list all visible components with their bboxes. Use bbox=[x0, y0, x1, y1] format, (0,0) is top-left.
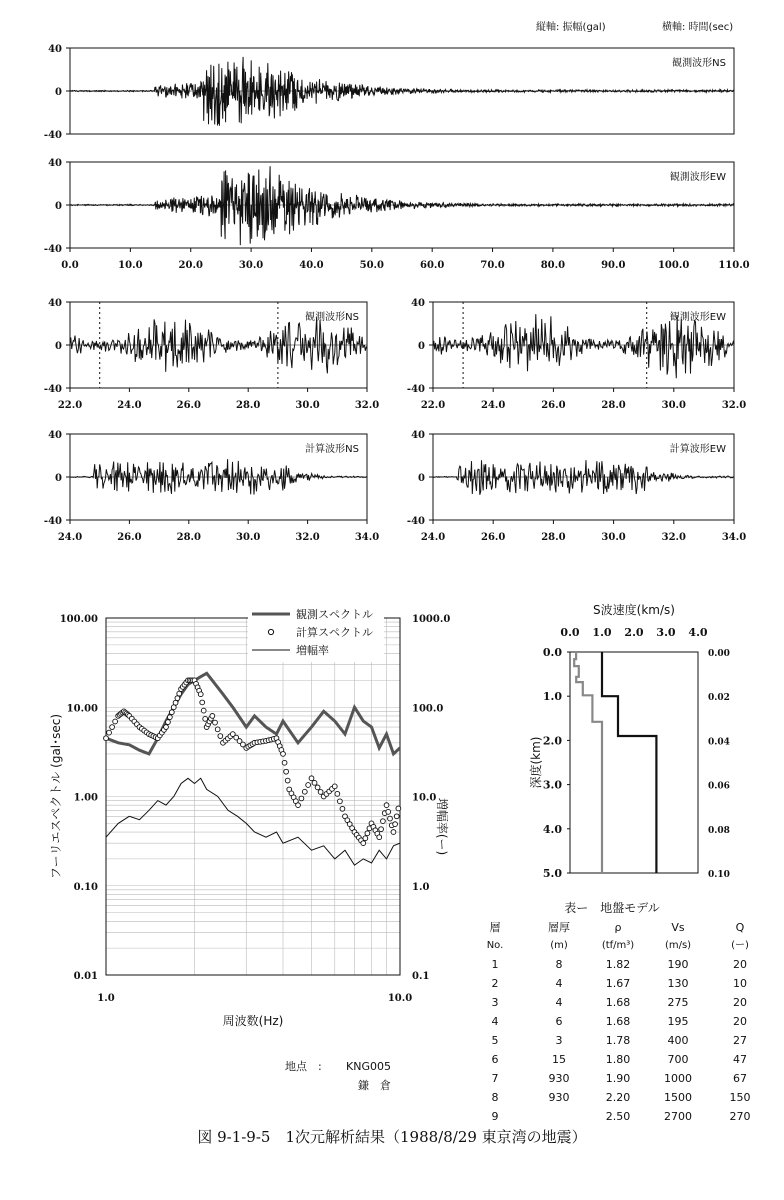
x-tick-label: 30.0 bbox=[238, 260, 264, 271]
y-tick-label: 10.00 bbox=[66, 703, 98, 715]
table-title: 表ー 地盤モデル bbox=[564, 901, 660, 915]
series-label: 計算波形EW bbox=[669, 444, 726, 455]
table-cell: 3 bbox=[491, 996, 499, 1009]
table-cell: 67 bbox=[733, 1072, 747, 1085]
y-tick-label: -40 bbox=[406, 384, 425, 395]
x-tick-label: 4.0 bbox=[688, 626, 708, 639]
table-header: Q bbox=[735, 921, 745, 934]
series-calculated-point bbox=[281, 752, 286, 757]
table-cell: 1 bbox=[491, 958, 499, 971]
table-cell: 1.78 bbox=[605, 1034, 631, 1047]
x-tick-label: 80.0 bbox=[540, 260, 566, 271]
x-tick-label: 60.0 bbox=[420, 260, 445, 271]
chart-vs-profile bbox=[528, 602, 730, 880]
y-tick-label: -40 bbox=[43, 384, 62, 395]
x-tick-label: 28.0 bbox=[541, 532, 566, 543]
y-tick-label: 2.0 bbox=[542, 734, 562, 748]
series-calculated-point bbox=[210, 713, 215, 718]
table-cell: 1.67 bbox=[605, 977, 631, 990]
series-calculated-point bbox=[166, 720, 171, 725]
table-header: 層 bbox=[489, 921, 501, 934]
profile-line-Vs bbox=[602, 652, 656, 873]
x-tick-label: 34.0 bbox=[721, 532, 747, 543]
y-tick-label: 5.0 bbox=[542, 867, 562, 880]
y-tick-label: 40 bbox=[411, 298, 425, 309]
y2-tick-label: 0.04 bbox=[708, 737, 730, 748]
table-cell: 275 bbox=[667, 996, 689, 1009]
table-cell: 5 bbox=[491, 1034, 499, 1047]
x-tick-label: 50.0 bbox=[359, 260, 384, 271]
y2-tick-label: 0.06 bbox=[708, 781, 730, 792]
y2-tick-label: 0.02 bbox=[708, 693, 730, 704]
y2-tick-label: 1.0 bbox=[412, 881, 430, 893]
plot-frame bbox=[570, 652, 698, 873]
series-calculated-point bbox=[169, 710, 174, 715]
ground-model-table bbox=[487, 900, 751, 1123]
series-calculated-point bbox=[171, 705, 176, 710]
y-tick-label: 100.00 bbox=[59, 614, 98, 625]
chart-full_ew bbox=[44, 158, 750, 271]
table-cell: 8 bbox=[491, 1091, 499, 1104]
table-cell: 930 bbox=[548, 1072, 570, 1085]
table-unit: (tf/m³) bbox=[601, 940, 635, 951]
table-cell: 270 bbox=[729, 1110, 751, 1123]
location-name: 鎌 倉 bbox=[358, 1079, 391, 1092]
y-tick-label: 40 bbox=[48, 158, 62, 169]
series-calculated-point bbox=[218, 734, 223, 739]
series-calculated-point bbox=[306, 783, 311, 788]
location-code: KNG005 bbox=[346, 1060, 391, 1073]
waveform-trace bbox=[433, 460, 734, 495]
x-tick-label: 26.0 bbox=[541, 400, 566, 411]
series-calculated-point bbox=[312, 780, 317, 785]
x-tick-label: 100.0 bbox=[657, 260, 690, 271]
series-amplification bbox=[106, 778, 400, 865]
series-calculated-point bbox=[363, 836, 368, 841]
table-cell: 1500 bbox=[664, 1091, 692, 1104]
table-cell: 150 bbox=[729, 1091, 751, 1104]
series-calculated-point bbox=[198, 692, 203, 697]
series-calculated-point bbox=[285, 778, 290, 783]
series-calculated-point bbox=[201, 708, 206, 713]
table-header: 層厚 bbox=[548, 921, 570, 934]
y2-tick-label: 1000.0 bbox=[412, 614, 451, 625]
series-calculated-point bbox=[337, 799, 342, 804]
table-cell: 10 bbox=[733, 977, 747, 990]
x-tick-label: 0.0 bbox=[61, 260, 79, 271]
y-tick-label: -40 bbox=[43, 516, 62, 527]
profile-line-shallow bbox=[574, 652, 602, 873]
x-tick-label: 24.0 bbox=[57, 532, 83, 543]
series-calculated-point bbox=[388, 816, 393, 821]
series-calculated-point bbox=[104, 736, 109, 741]
x-tick-label: 30.0 bbox=[661, 400, 686, 411]
legend-label-observed: 観測スペクトル bbox=[296, 608, 373, 621]
series-calculated-point bbox=[282, 760, 287, 765]
table-cell: 9 bbox=[491, 1110, 499, 1123]
table-cell: 6 bbox=[555, 1015, 563, 1028]
waveform-trace bbox=[70, 57, 734, 126]
chart-zoom_obs_ns bbox=[44, 298, 379, 411]
series-label: 観測波形NS bbox=[305, 312, 359, 323]
y-tick-label: 0 bbox=[55, 87, 62, 98]
x-tick-label: 3.0 bbox=[656, 626, 676, 639]
x-tick-label: 28.0 bbox=[236, 400, 261, 411]
series-calculated-point bbox=[107, 730, 112, 735]
header-horizontal-axis: 横軸: 時間(sec) bbox=[662, 22, 734, 33]
series-calculated-point bbox=[393, 822, 398, 827]
table-header: Vs bbox=[671, 921, 685, 934]
y-tick-label: 0.0 bbox=[542, 646, 562, 659]
table-cell: 1.68 bbox=[605, 996, 631, 1009]
x-tick-label: 34.0 bbox=[354, 532, 380, 543]
profile-title: S波速度(km/s) bbox=[593, 603, 675, 617]
x-tick-label: 32.0 bbox=[721, 400, 747, 411]
series-calculated-point bbox=[396, 806, 401, 811]
series-calculated-point bbox=[318, 790, 323, 795]
series-calculated-point bbox=[386, 809, 391, 814]
series-calculated-point bbox=[340, 806, 345, 811]
series-calculated-point bbox=[200, 700, 205, 705]
table-cell: 400 bbox=[667, 1034, 689, 1047]
x-tick-label: 22.0 bbox=[57, 400, 83, 411]
table-cell: 1.90 bbox=[605, 1072, 631, 1085]
legend bbox=[248, 606, 384, 662]
table-cell: 2700 bbox=[664, 1110, 692, 1123]
series-calculated-point bbox=[113, 719, 118, 724]
y-tick-label: 4.0 bbox=[542, 822, 562, 836]
table-cell: 20 bbox=[733, 996, 747, 1009]
series-label: 計算波形NS bbox=[305, 444, 359, 455]
table-cell: 27 bbox=[733, 1034, 747, 1047]
series-calculated-point bbox=[173, 700, 178, 705]
x-tick-label: 10.0 bbox=[118, 260, 143, 271]
x-tick-label: 2.0 bbox=[624, 626, 644, 639]
x-tick-label: 32.0 bbox=[661, 532, 686, 543]
x-tick-label: 24.0 bbox=[420, 532, 446, 543]
table-cell: 2 bbox=[491, 977, 499, 990]
y-tick-label: 0 bbox=[55, 201, 62, 212]
series-calculated-point bbox=[175, 696, 180, 701]
y-tick-label: -40 bbox=[406, 516, 425, 527]
y-tick-label: 1.00 bbox=[73, 792, 98, 804]
table-cell: 3 bbox=[555, 1034, 563, 1047]
table-header: ρ bbox=[614, 921, 622, 934]
series-calculated-point bbox=[384, 803, 389, 808]
x-tick-label: 90.0 bbox=[601, 260, 626, 271]
table-cell: 15 bbox=[552, 1053, 566, 1066]
x-tick-label: 26.0 bbox=[481, 532, 506, 543]
legend-swatch-calculated bbox=[268, 629, 273, 634]
header-vertical-axis: 縦軸: 振幅(gal) bbox=[536, 22, 606, 33]
series-calculated-point bbox=[391, 830, 396, 835]
table-unit: (m/s) bbox=[664, 940, 692, 951]
x-tick-label: 28.0 bbox=[601, 400, 626, 411]
chart-calc_ns bbox=[44, 430, 379, 543]
series-label: 観測波形NS bbox=[672, 58, 726, 69]
series-calculated-point bbox=[309, 776, 314, 781]
series-calculated-point bbox=[365, 831, 370, 836]
series-label: 観測波形EW bbox=[669, 312, 726, 323]
table-cell: 2.20 bbox=[605, 1091, 631, 1104]
y-tick-label: 40 bbox=[48, 430, 62, 441]
chart-calc_ew bbox=[407, 430, 746, 543]
y2-tick-label: 10.0 bbox=[412, 792, 437, 804]
y-tick-label: 1.0 bbox=[542, 690, 562, 704]
x-axis-label: 周波数(Hz) bbox=[222, 1014, 284, 1028]
y-tick-label: 40 bbox=[48, 298, 62, 309]
table-unit: (m) bbox=[550, 940, 568, 951]
table-cell: 1000 bbox=[664, 1072, 692, 1085]
figure-caption: 図 9-1-9-5 1次元解析結果（1988/8/29 東京湾の地震） bbox=[197, 1128, 587, 1146]
series-calculated-point bbox=[302, 789, 307, 794]
table-cell: 1.82 bbox=[605, 958, 631, 971]
x-tick-label: 0.0 bbox=[560, 626, 580, 639]
x-tick-label: 32.0 bbox=[295, 532, 320, 543]
x-tick-label: 40.0 bbox=[299, 260, 324, 271]
x-tick-label: 20.0 bbox=[178, 260, 203, 271]
table-cell: 6 bbox=[491, 1053, 499, 1066]
x-tick-label: 1.0 bbox=[592, 626, 612, 639]
series-calculated-point bbox=[215, 727, 220, 732]
table-cell: 1.80 bbox=[605, 1053, 631, 1066]
x-tick-label: 70.0 bbox=[480, 260, 505, 271]
chart-zoom_obs_ew bbox=[407, 298, 746, 411]
series-calculated-point bbox=[284, 769, 289, 774]
series-calculated-point bbox=[335, 791, 340, 796]
table-cell: 20 bbox=[733, 1015, 747, 1028]
x-tick-label: 30.0 bbox=[295, 400, 320, 411]
y-tick-label: 0 bbox=[418, 341, 425, 352]
legend-label-amplification: 増幅率 bbox=[296, 644, 329, 657]
x-tick-label: 32.0 bbox=[354, 400, 380, 411]
x-tick-label: 30.0 bbox=[601, 532, 626, 543]
series-calculated-point bbox=[110, 725, 115, 730]
x-tick-label: 1.0 bbox=[97, 993, 115, 1004]
table-cell: 4 bbox=[555, 996, 563, 1009]
y-tick-label: 0 bbox=[418, 473, 425, 484]
y2-tick-label: 0.08 bbox=[708, 825, 730, 836]
y-axis-label: フーリエスペクトル (gal･sec) bbox=[49, 713, 63, 880]
y2-tick-label: 0.00 bbox=[708, 649, 730, 659]
table-cell: 47 bbox=[733, 1053, 747, 1066]
series-calculated-point bbox=[177, 691, 182, 696]
series-calculated-point bbox=[213, 720, 218, 725]
y-tick-label: 0.01 bbox=[73, 971, 98, 982]
table-unit: No. bbox=[486, 940, 504, 951]
y2-tick-label: 0.10 bbox=[708, 870, 730, 880]
location-label: 地点 : bbox=[285, 1060, 322, 1073]
chart-full_ns bbox=[44, 44, 734, 141]
y-tick-label: 0.10 bbox=[73, 881, 98, 893]
y2-tick-label: 0.1 bbox=[412, 971, 430, 982]
y-tick-label: 3.0 bbox=[542, 778, 562, 792]
y2-tick-label: 100.0 bbox=[412, 703, 444, 715]
series-calculated-point bbox=[361, 841, 366, 846]
y-tick-label: -40 bbox=[43, 130, 62, 141]
y-axis-label: 深度(km) bbox=[529, 736, 543, 789]
series-calculated-point bbox=[394, 814, 399, 819]
table-cell: 2.50 bbox=[605, 1110, 631, 1123]
table-cell: 930 bbox=[548, 1091, 570, 1104]
x-tick-label: 24.0 bbox=[117, 400, 142, 411]
y2-axis-label: 増幅率(ー) bbox=[435, 797, 449, 856]
table-cell: 20 bbox=[733, 958, 747, 971]
y-tick-label: 40 bbox=[411, 430, 425, 441]
waveform-trace bbox=[70, 166, 734, 245]
table-cell: 190 bbox=[667, 958, 689, 971]
table-cell: 195 bbox=[667, 1015, 689, 1028]
x-tick-label: 10.0 bbox=[387, 993, 413, 1004]
series-label: 観測波形EW bbox=[669, 172, 726, 183]
y-tick-label: -40 bbox=[43, 244, 62, 255]
series-calculated-point bbox=[167, 715, 172, 720]
series-calculated-point bbox=[377, 835, 382, 840]
y-tick-label: 0 bbox=[55, 341, 62, 352]
table-cell: 4 bbox=[555, 977, 563, 990]
table-cell: 8 bbox=[555, 958, 563, 971]
table-cell: 1.68 bbox=[605, 1015, 631, 1028]
x-tick-label: 110.0 bbox=[718, 260, 750, 271]
x-tick-label: 26.0 bbox=[117, 532, 142, 543]
waveform-trace bbox=[433, 314, 734, 378]
y-tick-label: 40 bbox=[48, 44, 62, 55]
table-cell: 7 bbox=[491, 1072, 499, 1085]
x-tick-label: 30.0 bbox=[236, 532, 261, 543]
x-tick-label: 28.0 bbox=[176, 532, 201, 543]
table-unit: (ー) bbox=[731, 940, 749, 951]
table-cell: 700 bbox=[667, 1053, 689, 1066]
series-calculated-point bbox=[315, 785, 320, 790]
series-calculated-point bbox=[299, 796, 304, 801]
y-tick-label: 0 bbox=[55, 473, 62, 484]
table-cell: 4 bbox=[491, 1015, 499, 1028]
legend-label-calculated: 計算スペクトル bbox=[296, 626, 373, 639]
x-tick-label: 26.0 bbox=[176, 400, 201, 411]
series-calculated-point bbox=[296, 803, 301, 808]
x-tick-label: 22.0 bbox=[420, 400, 446, 411]
table-cell: 130 bbox=[667, 977, 689, 990]
series-calculated-point bbox=[164, 725, 169, 730]
chart-spectrum bbox=[49, 606, 450, 1028]
series-calculated-point bbox=[379, 827, 384, 832]
x-tick-label: 24.0 bbox=[481, 400, 506, 411]
series-calculated-point bbox=[380, 819, 385, 824]
series-calculated-point bbox=[332, 784, 337, 789]
